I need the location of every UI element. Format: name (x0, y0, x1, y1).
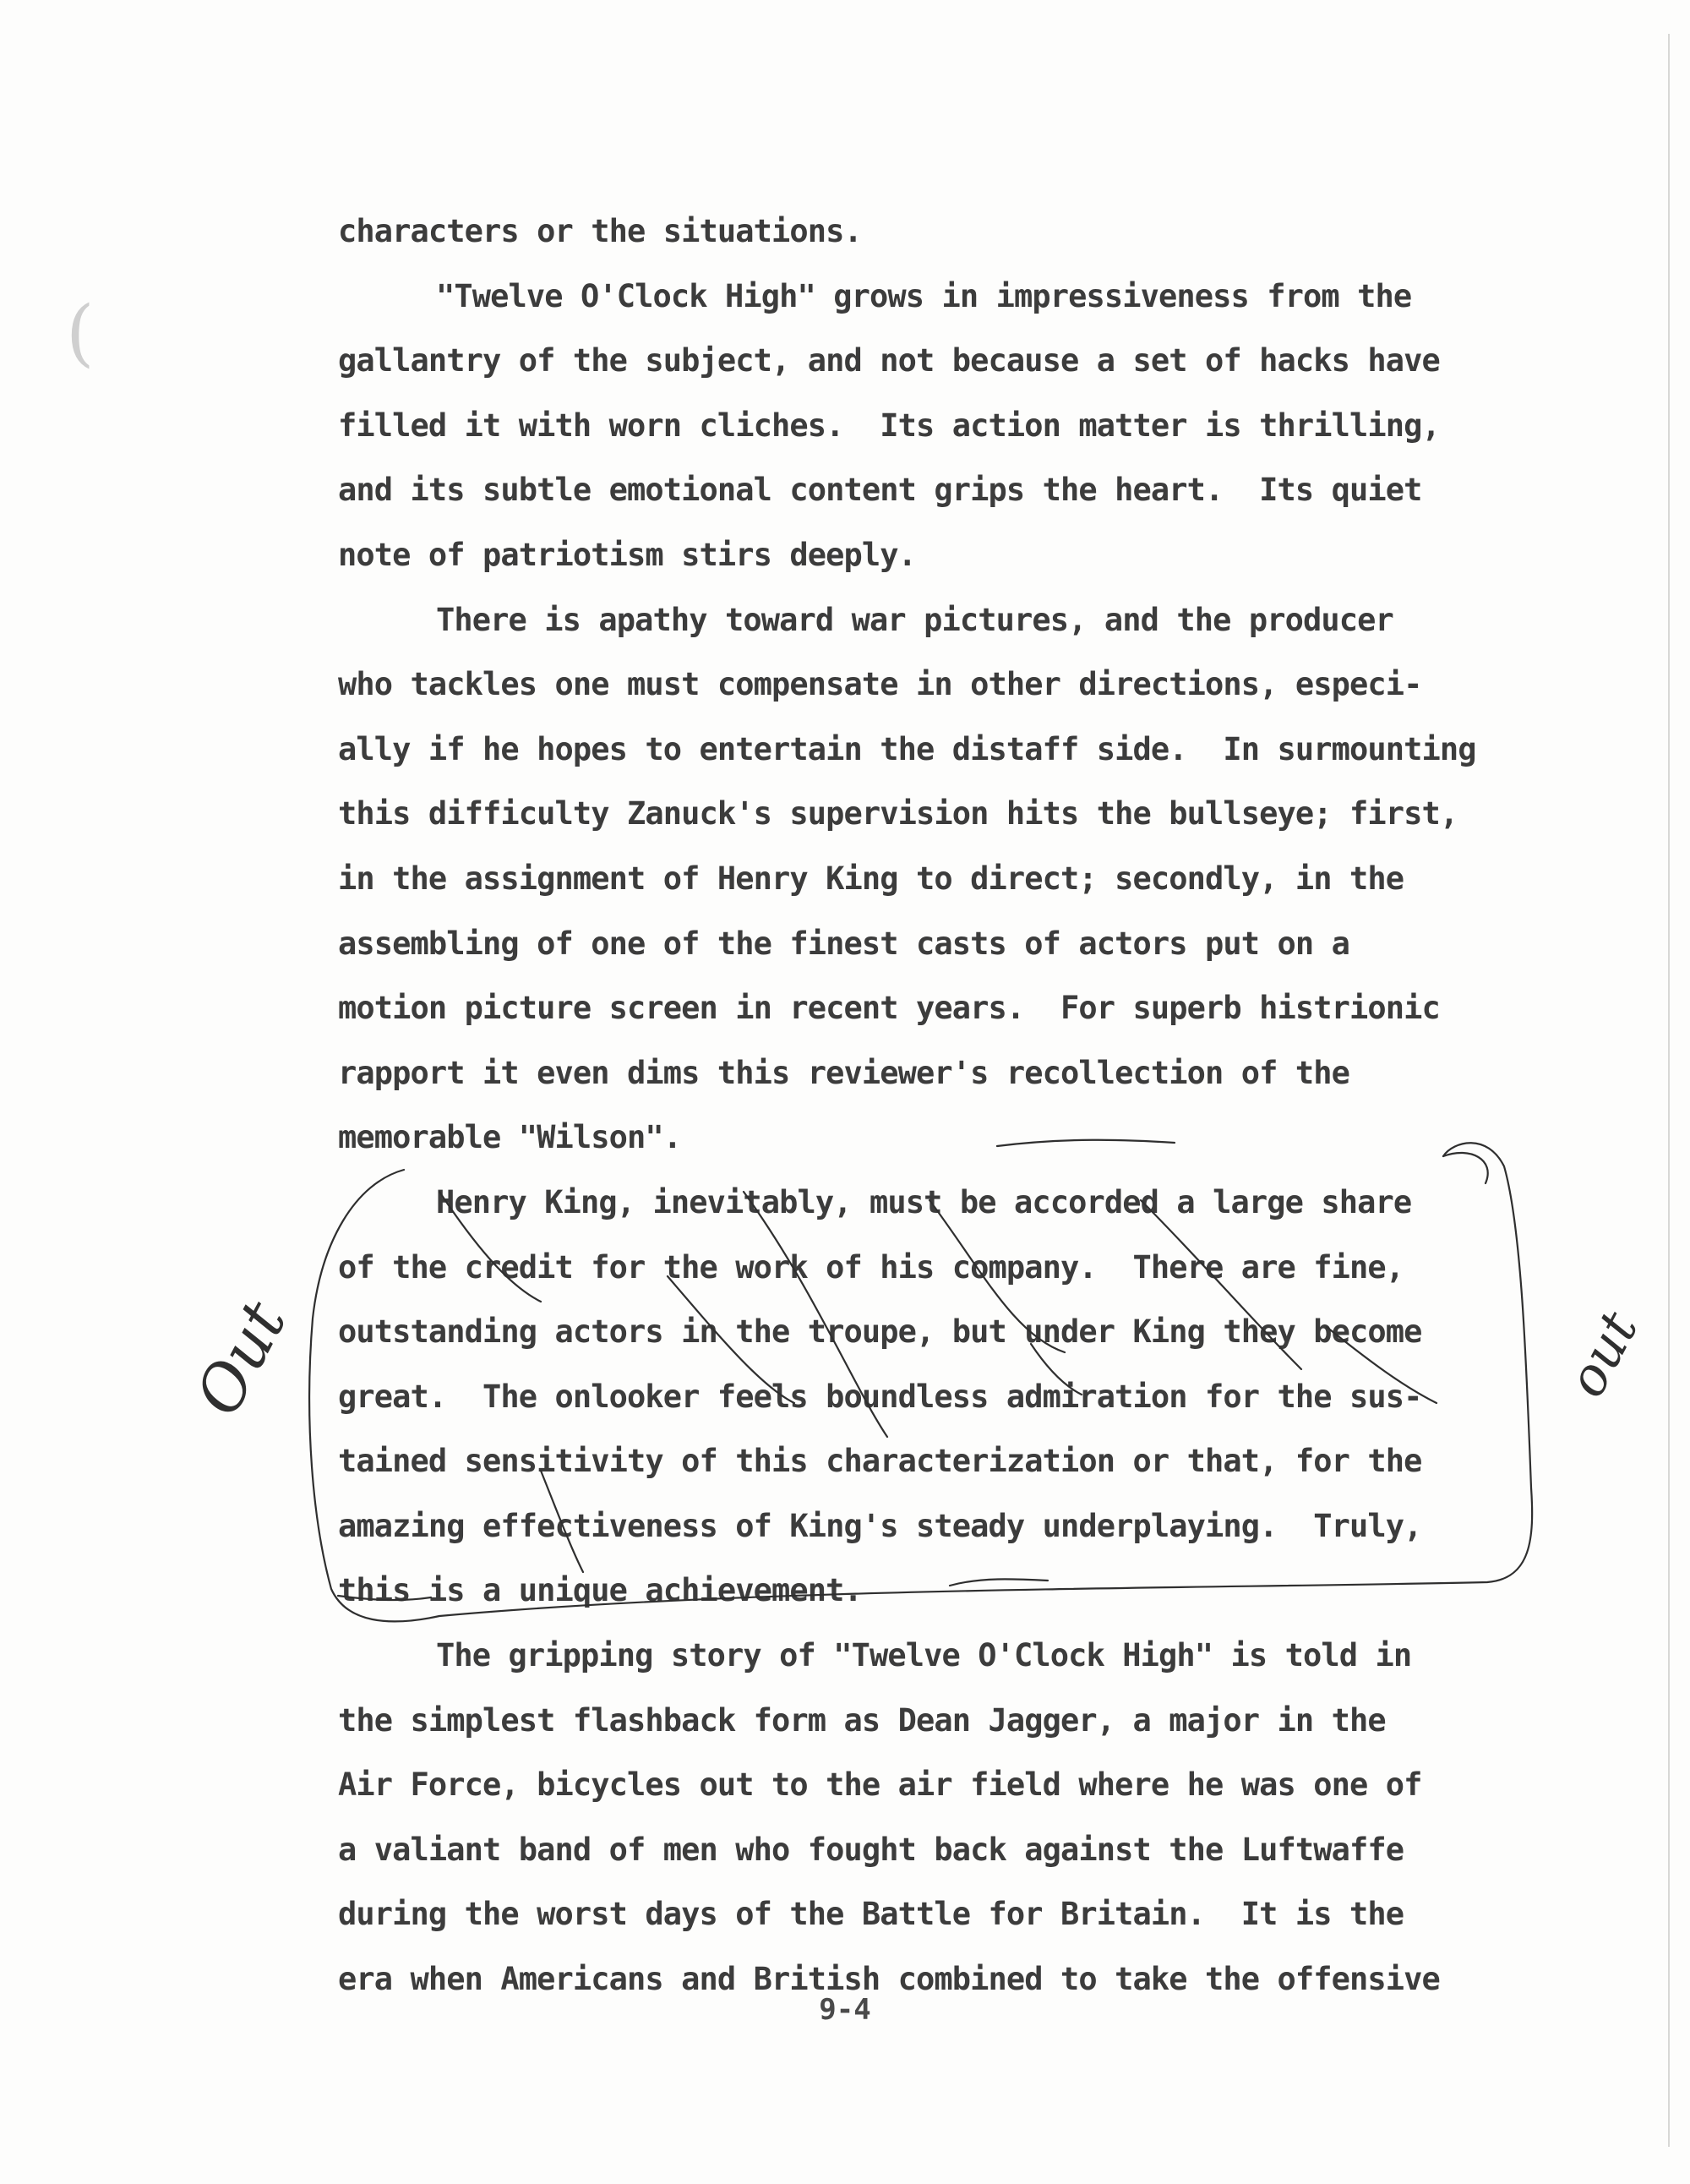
text-line: The gripping story of "Twelve O'Clock High" is told in (436, 1637, 1412, 1674)
text-line: Air Force, bicycles out to the air field where he was one of (338, 1766, 1422, 1804)
text-line: era when Americans and British combined to take the offensive (338, 1961, 1440, 1998)
margin-mark: ( (66, 291, 95, 375)
text-line: of the credit for the work of his company. There are fine, (338, 1248, 1404, 1286)
text-line: this is a unique achievement. (338, 1572, 862, 1609)
text-line: memorable "Wilson". (338, 1119, 682, 1156)
text-line: amazing effectiveness of King's steady underplaying. Truly, (338, 1507, 1422, 1544)
text-line: ally if he hopes to entertain the distaff side. In surmounting (338, 730, 1476, 767)
text-line: outstanding actors in the troupe, but under King they become (338, 1313, 1422, 1351)
text-line: this difficulty Zanuck's supervision hits the bullseye; first, (338, 795, 1458, 833)
text-line: and its subtle emotional content grips the heart. Its quiet (338, 472, 1422, 509)
text-line: assembling of one of the finest casts of actors put on a (338, 925, 1350, 962)
typed-body (338, 199, 1572, 2012)
text-line: the simplest flashback form as Dean Jagger, a major in the (338, 1701, 1386, 1739)
margin-note-right: out (1555, 1301, 1650, 1407)
margin-note-left: Out (182, 1290, 301, 1428)
text-line: filled it with worn cliches. Its action matter is thrilling, (338, 407, 1440, 444)
text-line: during the worst days of the Battle for Britain. It is the (338, 1896, 1404, 1933)
text-line: gallantry of the subject, and not because a set of hacks have (338, 342, 1440, 379)
text-line: tained sensitivity of this characterization or that, for the (338, 1443, 1422, 1480)
text-line: Henry King, inevitably, must be accorded a large share (436, 1183, 1412, 1220)
text-line: "Twelve O'Clock High" grows in impressiveness from the (436, 277, 1412, 314)
text-line: characters or the situations. (338, 213, 862, 249)
text-line: who tackles one must compensate in other directions, especi- (338, 666, 1422, 703)
page-edge (1668, 34, 1678, 2147)
text-line: a valiant band of men who fought back against the Luftwaffe (338, 1831, 1404, 1868)
text-line: motion picture screen in recent years. For superb histrionic (338, 990, 1440, 1027)
text-line: rapport it even dims this reviewer's recollection of the (338, 1054, 1350, 1091)
text-line: in the assignment of Henry King to direct; secondly, in the (338, 860, 1404, 897)
text-line: note of patriotism stirs deeply. (338, 536, 917, 573)
page-number: 9-4 (819, 1993, 871, 2027)
text-line: great. The onlooker feels boundless admiration for the sus- (338, 1378, 1422, 1415)
text-line: There is apathy toward war pictures, and the producer (436, 601, 1393, 638)
